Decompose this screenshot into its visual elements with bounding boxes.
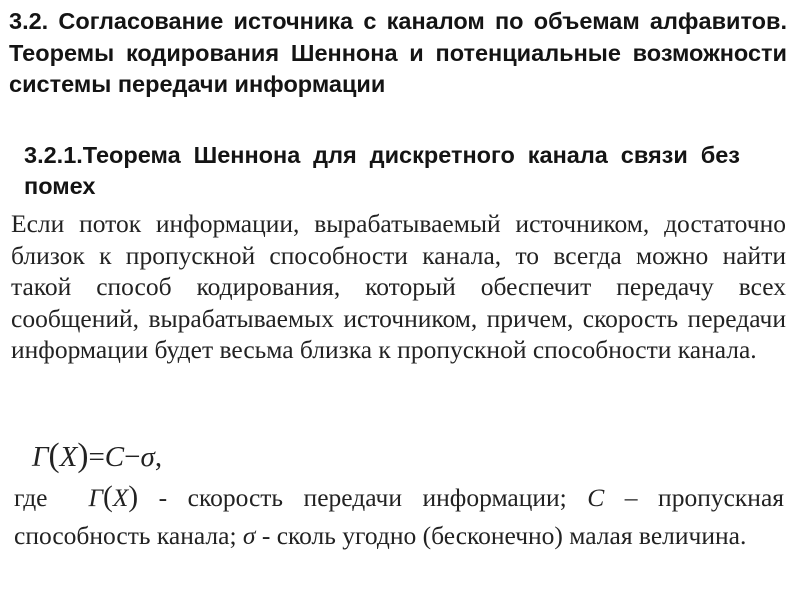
explain-where: где (14, 483, 48, 512)
explain-sigma: σ (242, 521, 256, 550)
formula (32, 436, 162, 477)
explain-gamma: Γ (88, 483, 104, 512)
subsection-heading: 3.2.1.Теорема Шеннона для дискретного канала связи без помех (24, 142, 740, 199)
formula-sigma: σ (140, 441, 155, 473)
explain-rparen: ) (128, 481, 139, 513)
theorem-statement: Если поток информации, вырабатываемый источником, достаточно близок к пропускной способности канала, то всегда можно найти такой способ кодирования, который обеспечит передачу всех сообщений, вырабатываемых источником, причем, скорость передачи информации будет весьма близка к пропускной способности канала. (11, 209, 786, 365)
explain-c: C (587, 483, 605, 512)
formula-explanation (14, 478, 784, 555)
explain-x: X (112, 483, 129, 512)
section-heading: 3.2. Согласование источника с каналом по объемам алфавитов. Теоремы кодирования Шеннона и потенциальные возможности системы передачи информации (9, 8, 787, 97)
explain-gamma-desc: - скорость передачи информации; (138, 483, 588, 512)
explain-c-desc: – пропускная способность канала; (14, 483, 784, 550)
formula-comma: , (154, 441, 163, 473)
formula-x: X (59, 441, 78, 473)
explain-lparen: ( (103, 481, 113, 513)
formula-gamma: Γ (32, 441, 49, 473)
explain-sigma-desc: - сколь угодно (бесконечно) малая величина. (255, 521, 747, 550)
formula-equals: = (88, 441, 105, 473)
formula-lparen: ( (48, 437, 60, 474)
formula-minus: − (124, 441, 141, 473)
formula-c: C (104, 441, 125, 473)
formula-rparen: ) (77, 437, 89, 474)
